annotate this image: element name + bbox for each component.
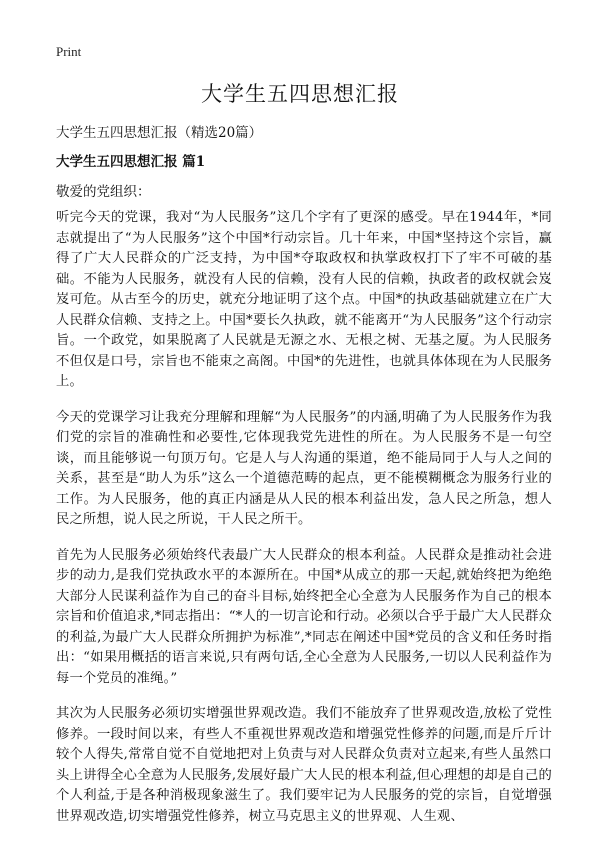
salutation: 敬爱的党组织：: [56, 184, 151, 200]
print-link[interactable]: Print: [56, 44, 82, 59]
paragraph-2: 今天的党课学习让我充分理解和理解“为人民服务”的内涵,明确了为人民服务作为我们党的宗旨的准确性和必要性,它体现我党先进性的所在。为人民服务不是一句空谈，而且能够说一句顶万句。它是人与人沟通的渠道，绝不能局同于人与人之间的关系，甚至是“助人为乐”这么一个道德范畴的起点，更不能模糊概念为服务行业的工作。为人民服务，他的真正内涵是从人民的根本利益出发，急人民之所急，想人民之所想，说人民之所说，干人民之所干。: [56, 409, 552, 527]
document-body: [56, 208, 552, 842]
document-subtitle: 大学生五四思想汇报（精选20篇）: [56, 125, 263, 141]
paragraph-4: 其次为人民服务必须切实增强世界观改造。我们不能放弃了世界观改造,放松了党性修养。一段时间以来，有些人不重视世界观改造和增强党性修养的问题,而是斤斤计较个人得失,常常自觉不自觉地把对上负责与对人民群众负责对立起来,有些人虽然口头上讲得全心全意为人民服务,发展好最广大人民的根本利益,但心理想的却是自己的个人利益,于是各种消极现象滋生了。我们要牢记为人民服务的党的宗旨，自觉增强世界观改造,切实增强党性修养，树立马克思主义的世界观、人生观、: [56, 706, 552, 824]
section-heading: 大学生五四思想汇报 篇1: [56, 154, 206, 170]
paragraph-3: 首先为人民服务必须始终代表最广大人民群众的根本利益。人民群众是推动社会进步的动力,是我们党执政水平的本源所在。中国*从成立的那一天起,就始终把为绝绝大部分人民谋利益作为自己的奋斗目标,始终把全心全意为人民服务作为自己的根本宗旨和价值追求,*同志指出：“*人的一切言论和行动。必须以合乎于最广大人民群众的利益,为最广大人民群众所拥护为标准”,*同志在阐述中国*党员的含义和任务时指出：“如果用概括的语言来说,只有两句话,全心全意为人民服务,一切以人民利益作为每一个党员的准绳。”: [56, 547, 552, 686]
document-title: 大学生五四思想汇报: [201, 82, 399, 106]
paragraph-1: 听完今天的党课，我对“为人民服务”这几个字有了更深的感受。早在1944年，*同志就提出了“为人民服务”这个中国*行动宗旨。几十年来，中国*坚持这个宗旨，赢得了广大人民群众的广泛支持，为中国*夺取政权和执掌政权打下了牢不可破的基础。不能为人民服务，就没有人民的信赖，没有人民的信赖，执政者的政权就会岌岌可危。从古至今的历史，就充分地证明了这个点。中国*的执政基础就建立在广大人民群众信赖、支持之上。中国*要长久执政，就不能离开“为人民服务”这个行动宗旨。一个政党，如果脱离了人民就是无源之水、无根之树、无基之厦。为人民服务不但仅是口号，宗旨也不能束之高阁。中国*的先进性，也就具体体现在为人民服务上。: [56, 210, 552, 389]
